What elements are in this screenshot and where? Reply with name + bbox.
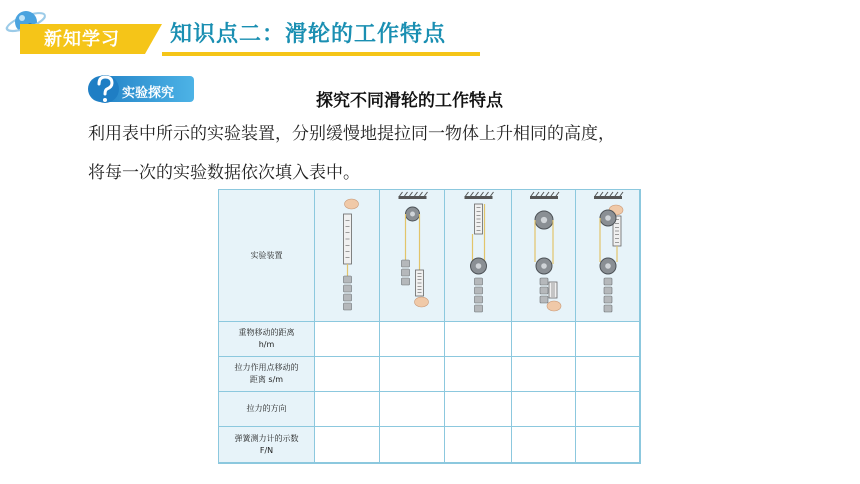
row-label-text: h/m: [258, 340, 275, 349]
data-cell[interactable]: [315, 427, 380, 463]
data-cell[interactable]: [512, 427, 576, 463]
experiment-table: [218, 189, 641, 464]
data-cell[interactable]: [576, 427, 640, 463]
badge-label: 实验探究: [122, 86, 175, 101]
pulley-apparatus-2-illustration: [380, 190, 445, 322]
row-label-3: [219, 357, 315, 392]
apparatus-cell-3: [445, 190, 512, 322]
data-cell[interactable]: [315, 392, 380, 427]
apparatus-cell-1: [315, 190, 380, 322]
paragraph-line-2: 将每一次的实验数据依次填入表中。: [88, 163, 360, 183]
data-cell[interactable]: [380, 392, 445, 427]
pulley-apparatus-4-illustration: [512, 190, 576, 322]
data-cell[interactable]: [380, 427, 445, 463]
row-label-text: 弹簧测力计的示数: [234, 433, 299, 443]
apparatus-cell-5: [576, 190, 640, 322]
data-cell[interactable]: [445, 427, 512, 463]
title-underline: [162, 52, 480, 56]
row-label-text: 距离 s/m: [249, 375, 284, 384]
row-label-text: F/N: [259, 445, 274, 455]
row-label-text: 拉力的方向: [246, 404, 287, 413]
pulley-apparatus-3-illustration: [445, 190, 512, 322]
apparatus-cell-2: [380, 190, 445, 322]
section-tag: 新知学习: [44, 29, 120, 50]
row-label-text: 重物移动的距离: [238, 328, 295, 337]
data-cell[interactable]: [512, 322, 576, 357]
data-cell[interactable]: [576, 322, 640, 357]
data-cell[interactable]: [512, 357, 576, 392]
row-label-1: [219, 190, 315, 322]
data-cell[interactable]: [576, 357, 640, 392]
row-label-2: [219, 322, 315, 357]
question-mark-icon: [90, 70, 120, 108]
data-cell[interactable]: [445, 357, 512, 392]
row-label-text: 实验装置: [250, 250, 283, 260]
paragraph-line-1: 利用表中所示的实验装置，分别缓慢地提拉同一物体上升相同的高度，: [88, 124, 615, 144]
data-cell[interactable]: [445, 392, 512, 427]
data-cell[interactable]: [512, 392, 576, 427]
row-label-text: 拉力作用点移动的: [234, 363, 299, 372]
apparatus-cell-4: [512, 190, 576, 322]
pulley-apparatus-1-illustration: [315, 190, 380, 322]
pulley-apparatus-5-illustration: [576, 190, 640, 322]
data-cell[interactable]: [576, 392, 640, 427]
row-label-5: [219, 427, 315, 463]
data-cell[interactable]: [380, 357, 445, 392]
data-cell[interactable]: [380, 322, 445, 357]
data-cell[interactable]: [315, 357, 380, 392]
data-cell[interactable]: [445, 322, 512, 357]
data-cell[interactable]: [315, 322, 380, 357]
page-title: 知识点二：滑轮的工作特点: [170, 22, 447, 47]
section-title: 探究不同滑轮的工作特点: [316, 91, 503, 111]
experiment-badge: [88, 70, 198, 108]
row-label-4: [219, 392, 315, 427]
